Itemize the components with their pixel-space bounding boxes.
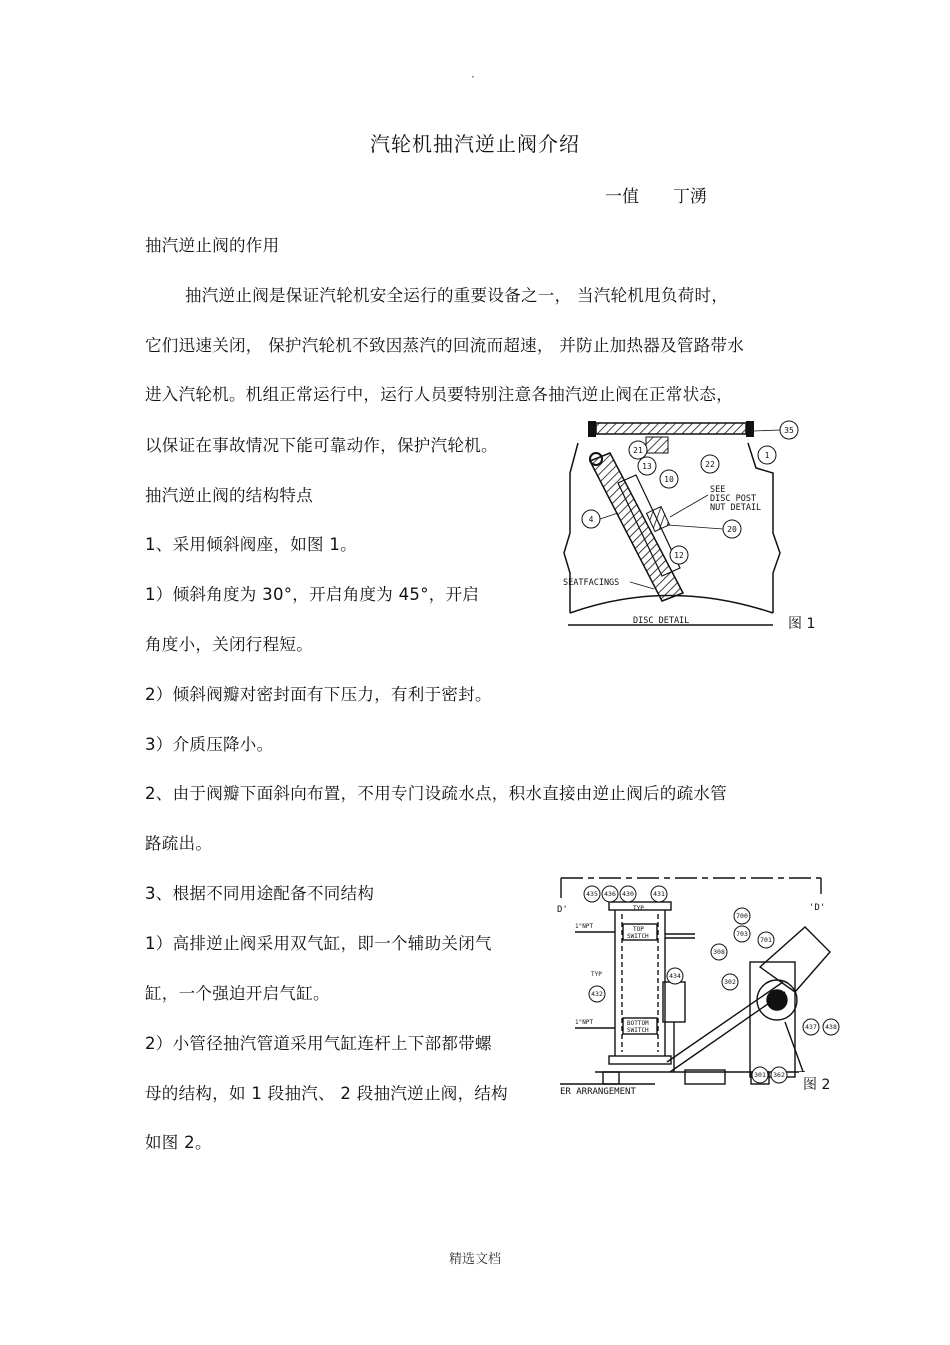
heading-structure: 抽汽逆止阀的结构特点 xyxy=(145,486,313,505)
top-switch-label: TOP xyxy=(633,926,644,933)
figure-2-label: 图 2 xyxy=(799,1072,834,1096)
bottom-switch-label: SWITCH xyxy=(627,1027,649,1034)
callout-438: 438 xyxy=(825,1023,837,1031)
page-footer: 精选文档 xyxy=(448,1252,501,1267)
list-item: 角度小，关闭行程短。 xyxy=(145,635,313,654)
section-mark-right: 'D' xyxy=(809,903,826,913)
paragraph-line: 进入汽轮机。机组正常运行中，运行人员要特别注意各抽汽逆止阀在正常状态， xyxy=(145,385,733,404)
callout-13: 13 xyxy=(642,462,652,471)
note-line: NUT DETAIL xyxy=(710,503,762,513)
typ-label: TYP xyxy=(591,971,602,978)
typ-label: TYP xyxy=(633,905,644,912)
callout-437: 437 xyxy=(805,1023,817,1031)
callout-435: 435 xyxy=(586,890,598,898)
callout-434: 434 xyxy=(669,972,681,980)
callout-436: 436 xyxy=(604,890,616,898)
callout-302: 302 xyxy=(724,978,736,986)
list-item: 路疏出。 xyxy=(145,834,213,853)
top-mark: · xyxy=(471,70,475,84)
list-item: 1）倾斜角度为 30°，开启角度为 45°，开启 xyxy=(145,585,480,604)
callout-21: 21 xyxy=(633,446,643,455)
list-item: 1）高排逆止阀采用双气缸，即一个辅助关闭气 xyxy=(145,934,492,953)
callout-432: 432 xyxy=(591,990,603,998)
paragraph-line: 抽汽逆止阀是保证汽轮机安全运行的重要设备之一， 当汽轮机甩负荷时， xyxy=(185,286,729,305)
top-switch-label: SWITCH xyxy=(627,933,649,940)
callout-35: 35 xyxy=(784,426,794,435)
npt-label: 1"NPT xyxy=(575,923,594,930)
list-item: 3）介质压降小。 xyxy=(145,735,274,754)
list-item: 2、由于阀瓣下面斜向布置，不用专门设疏水点，积水直接由逆止阀后的疏水管 xyxy=(145,784,727,803)
paragraph-line: 以保证在事故情况下能可靠动作，保护汽轮机。 xyxy=(145,436,498,455)
list-item: 3、根据不同用途配备不同结构 xyxy=(145,884,375,903)
seat-facings-label: SEATFACINGS xyxy=(563,578,620,588)
valve-disc-drawing xyxy=(558,413,833,638)
npt-label: 1"NPT xyxy=(575,1019,594,1026)
bottom-switch-label: BOTTOM xyxy=(627,1020,649,1027)
note-line: DISC POST xyxy=(710,494,757,504)
figure-2-actuator-arrangement xyxy=(555,872,848,1100)
author-dept: 一值 xyxy=(605,187,639,207)
callout-1: 1 xyxy=(764,451,770,460)
callout-700: 700 xyxy=(736,912,748,920)
arrangement-caption: ER ARRANGEMENT xyxy=(560,1087,636,1097)
list-item: 2）倾斜阀瓣对密封面有下压力，有利于密封。 xyxy=(145,685,492,704)
figure-1-disc-detail xyxy=(558,413,833,638)
section-mark-left: D' xyxy=(557,905,568,915)
callout-430: 430 xyxy=(622,890,634,898)
callout-10: 10 xyxy=(664,475,674,484)
list-item: 2）小管径抽汽管道采用气缸连杆上下部都带螺 xyxy=(145,1034,492,1053)
actuator-drawing xyxy=(555,872,848,1100)
list-item: 母的结构，如 1 段抽汽、 2 段抽汽逆止阀，结构 xyxy=(145,1084,508,1103)
heading-function: 抽汽逆止阀的作用 xyxy=(145,236,280,255)
disc-detail-caption: DISC DETAIL xyxy=(633,616,690,626)
list-item: 缸，一个强迫开启气缸。 xyxy=(145,984,330,1003)
list-item: 1、采用倾斜阀座，如图 1。 xyxy=(145,535,357,554)
note-line: SEE xyxy=(710,485,726,495)
callout-703: 703 xyxy=(736,930,748,938)
callout-301: 301 xyxy=(754,1071,766,1079)
callout-4: 4 xyxy=(588,515,594,524)
callout-22: 22 xyxy=(705,460,715,469)
callout-308: 308 xyxy=(713,948,725,956)
callout-362: 362 xyxy=(773,1071,785,1079)
paragraph-line: 它们迅速关闭， 保护汽轮机不致因蒸汽的回流而超速， 并防止加热器及管路带水 xyxy=(145,336,745,355)
callout-12: 12 xyxy=(674,551,684,560)
callout-20: 20 xyxy=(727,525,737,534)
callout-701: 701 xyxy=(760,936,772,944)
figure-1-label: 图 1 xyxy=(784,611,819,635)
author-name: 丁湧 xyxy=(673,187,707,207)
document-title: 汽轮机抽汽逆止阀介绍 xyxy=(370,132,580,156)
author-line xyxy=(605,182,707,207)
callout-431: 431 xyxy=(653,890,665,898)
list-item: 如图 2。 xyxy=(145,1133,212,1152)
